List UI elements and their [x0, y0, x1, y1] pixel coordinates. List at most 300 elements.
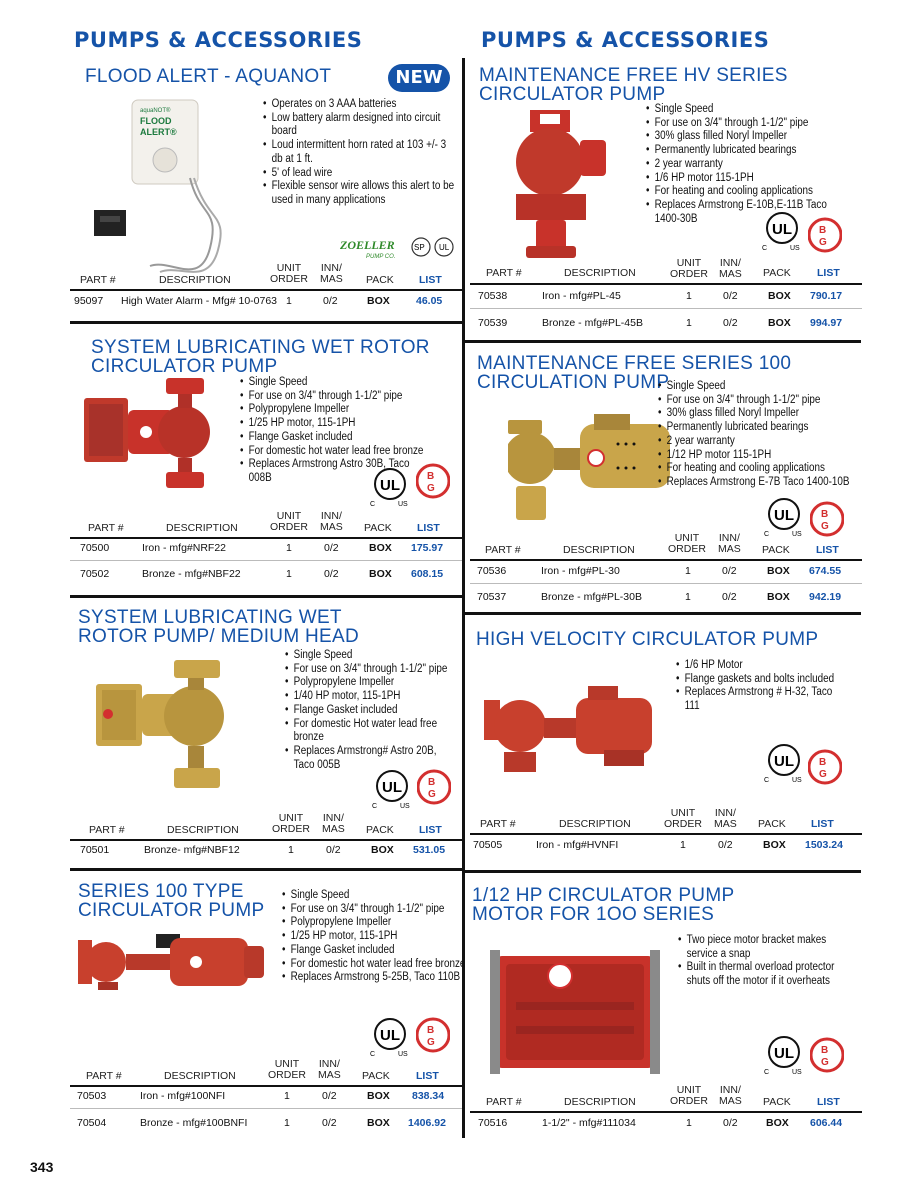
- inn-mas: 0/2: [723, 1117, 738, 1129]
- row-divider: [470, 308, 862, 309]
- feature-item-continued: 008B: [248, 471, 272, 484]
- inn-mas: 0/2: [718, 839, 733, 851]
- ul-listed-icon: [368, 1016, 414, 1060]
- ul-us-text: US: [792, 777, 802, 784]
- ul-text: UL: [774, 753, 794, 770]
- feature-item: • 1/40 HP motor, 115-1PH: [285, 690, 447, 704]
- feature-item: • For domestic Hot water lead free: [285, 718, 447, 732]
- feature-item: • For heating and cooling applications: [646, 185, 827, 199]
- feature-list: [678, 934, 860, 989]
- col-header-description: DESCRIPTION: [564, 1096, 636, 1108]
- ul-text: UL: [380, 477, 400, 494]
- list-price: 1406.92: [408, 1117, 446, 1129]
- table-row: [470, 1117, 862, 1131]
- col-header-unit-order: UNIT ORDER: [272, 812, 310, 835]
- feature-item: • Single Speed: [282, 889, 465, 903]
- part-number: 70516: [478, 1117, 508, 1129]
- feature-item: • Operates on 3 AAA batteries: [263, 98, 454, 112]
- bg-g-text: G: [819, 237, 827, 248]
- feature-item: • For domestic hot water lead free bronze: [240, 445, 423, 459]
- feature-item: • Single Speed: [658, 380, 849, 394]
- col-header-pack: PACK: [763, 1096, 791, 1108]
- description: Bronze - mfg#100BNFI: [140, 1117, 248, 1129]
- section-title: SYSTEM LUBRICATING WET ROTOR PUMP/ MEDIUM HEAD: [78, 607, 360, 647]
- pack: BOX: [767, 591, 790, 603]
- ul-text: UL: [774, 507, 794, 524]
- col-header-unit-order: UNIT ORDER: [270, 510, 308, 533]
- inn-mas: 0/2: [322, 1117, 337, 1129]
- feature-item: • 30% glass filled Noryl Impeller: [646, 130, 827, 144]
- col-header-description: DESCRIPTION: [563, 544, 635, 556]
- col-header-list: LIST: [817, 267, 840, 279]
- part-number: 70505: [473, 839, 503, 851]
- table-rule: [470, 559, 862, 561]
- pack: BOX: [371, 844, 394, 856]
- feature-item: • Single Speed: [646, 103, 827, 117]
- inn-mas: 0/2: [324, 542, 339, 554]
- section-divider: [465, 870, 861, 873]
- ul-text: UL: [772, 221, 792, 238]
- section-title: SERIES 100 TYPE CIRCULATOR PUMP: [78, 881, 265, 921]
- feature-item: • Polypropylene Impeller: [285, 676, 447, 690]
- unit-order: 1: [284, 1117, 290, 1129]
- feature-item: • 1/6 HP Motor: [676, 659, 834, 673]
- ul-small-icon: [433, 236, 455, 258]
- table-row: [70, 1090, 462, 1104]
- part-number: 70503: [77, 1090, 107, 1102]
- feature-item: • Two piece motor bracket makes: [678, 934, 834, 948]
- zoeller-logo-subtext: PUMP CO.: [366, 254, 396, 260]
- feature-item: • Permanently lubricated bearings: [646, 144, 827, 158]
- hv-series-pump-image: [510, 110, 630, 260]
- bell-gossett-logo-icon: [417, 766, 451, 808]
- bg-b-text: B: [819, 757, 827, 768]
- unit-order: 1: [284, 1090, 290, 1102]
- feature-item: • Built in thermal overload protector: [678, 961, 834, 975]
- feature-item: • 1/25 HP motor, 115-1PH: [282, 930, 465, 944]
- table-rule: [70, 537, 462, 539]
- feature-list: [676, 659, 860, 714]
- feature-item: • Flange Gasket included: [240, 431, 423, 445]
- table-rule: [470, 283, 862, 285]
- inn-mas: 0/2: [722, 591, 737, 603]
- bg-b-text: B: [427, 471, 435, 482]
- list-price: 46.05: [416, 295, 443, 307]
- bg-g-text: G: [427, 1037, 435, 1048]
- col-header-unit-order: UNIT ORDER: [268, 1058, 306, 1081]
- part-number: 70501: [80, 844, 110, 856]
- description: Iron - mfg#100NFI: [140, 1090, 226, 1102]
- description: Bronze - mfg#PL-45B: [542, 317, 643, 329]
- section-wet-rotor-pump: [70, 338, 462, 593]
- table-rule: [70, 289, 462, 291]
- description: Bronze- mfg#NBF12: [144, 844, 240, 856]
- medium-head-pump-image: [96, 660, 246, 800]
- table-row: [70, 1117, 462, 1131]
- bell-gossett-logo-icon: [416, 460, 450, 502]
- bg-b-text: B: [821, 509, 829, 520]
- col-header-part: PART #: [485, 544, 521, 556]
- row-divider: [470, 583, 862, 584]
- feature-item-continued: used in many applications: [271, 193, 386, 206]
- section-title: MAINTENANCE FREE HV SERIES CIRCULATOR PUMP: [479, 65, 788, 105]
- section-divider: [70, 321, 462, 324]
- table-rule: [470, 833, 862, 835]
- bg-b-text: B: [428, 777, 436, 788]
- table-row: [70, 295, 462, 309]
- table-header: [70, 1058, 462, 1084]
- section-circulator-motor: [470, 886, 862, 1142]
- col-header-description: DESCRIPTION: [564, 267, 636, 279]
- feature-item-continued: 1400-30B: [654, 212, 698, 225]
- feature-list: [282, 889, 495, 985]
- ul-c-text: C: [372, 803, 378, 810]
- col-header-inn-mas: INN/ MAS: [714, 807, 737, 830]
- feature-item: • Low battery alarm designed into circuit: [263, 112, 454, 126]
- col-header-description: DESCRIPTION: [159, 274, 231, 286]
- feature-item: • Replaces Armstrong E-7B Taco 1400-10B: [658, 476, 849, 490]
- bg-g-text: G: [819, 769, 827, 780]
- col-header-inn-mas: INN/ MAS: [318, 1058, 341, 1081]
- inn-mas: 0/2: [723, 317, 738, 329]
- new-badge: NEW: [388, 64, 450, 92]
- bg-g-text: G: [427, 483, 435, 494]
- feature-item: • 1/12 HP motor 115-1PH: [658, 449, 849, 463]
- feature-item: • 2 year warranty: [658, 435, 849, 449]
- description: Iron - mfg#PL-45: [542, 290, 621, 302]
- description: 1-1/2" - mfg#111034: [542, 1117, 636, 1129]
- table-header: [70, 812, 462, 838]
- unit-order: 1: [686, 1117, 692, 1129]
- col-header-description: DESCRIPTION: [166, 522, 238, 534]
- ul-listed-icon: [368, 466, 414, 510]
- section-divider: [465, 612, 861, 615]
- col-header-inn-mas: INN/ MAS: [320, 510, 343, 533]
- ul-us-text: US: [792, 531, 802, 538]
- table-row: [70, 568, 462, 582]
- col-header-pack: PACK: [364, 522, 392, 534]
- part-number: 70504: [77, 1117, 107, 1129]
- feature-item: • Replaces Armstrong 5-25B, Taco 110B: [282, 971, 465, 985]
- ul-text: UL: [774, 1045, 794, 1062]
- bg-b-text: B: [819, 225, 827, 236]
- feature-item: • For use on 3/4" through 1-1/2" pipe: [658, 394, 849, 408]
- bg-g-text: G: [821, 1057, 829, 1068]
- inn-mas: 0/2: [723, 290, 738, 302]
- bg-g-text: G: [428, 789, 436, 800]
- page-heading-left: PUMPS & ACCESSORIES: [74, 28, 363, 52]
- inn-mas: 0/2: [326, 844, 341, 856]
- bell-gossett-logo-icon: [808, 214, 842, 256]
- ul-us-text: US: [792, 1069, 802, 1076]
- col-header-pack: PACK: [762, 544, 790, 556]
- feature-item: • Flange gaskets and bolts included: [676, 673, 834, 687]
- table-header: [470, 258, 862, 284]
- col-header-unit-order: UNIT ORDER: [670, 1084, 708, 1107]
- ul-listed-icon: [760, 210, 806, 254]
- feature-item: • Polypropylene Impeller: [282, 916, 465, 930]
- feature-item: • Flange Gasket included: [282, 944, 465, 958]
- ul-text: UL: [382, 779, 402, 796]
- section-divider: [465, 340, 861, 343]
- circulator-motor-image: [490, 950, 660, 1074]
- table-rule: [470, 1111, 862, 1113]
- feature-item: • For heating and cooling applications: [658, 462, 849, 476]
- bell-gossett-logo-icon: [416, 1014, 450, 1056]
- feature-item-continued: 111: [684, 700, 700, 713]
- bg-b-text: B: [821, 1045, 829, 1056]
- section-title: MAINTENANCE FREE SERIES 100 CIRCULATION PUMP: [477, 353, 792, 393]
- feature-item: • Replaces Armstrong Astro 30B, Taco: [240, 458, 423, 472]
- product-label-line: ALERT®: [140, 127, 177, 137]
- table-rule: [70, 1085, 462, 1087]
- svg-text:UL: UL: [439, 243, 450, 252]
- unit-order: 1: [686, 317, 692, 329]
- part-number: 70538: [478, 290, 508, 302]
- feature-item: • Polypropylene Impeller: [240, 403, 423, 417]
- col-header-pack: PACK: [366, 824, 394, 836]
- feature-item: • Replaces Armstrong# Astro 20B,: [285, 745, 447, 759]
- page-number: 343: [30, 1159, 54, 1175]
- col-header-part: PART #: [480, 818, 516, 830]
- col-header-part: PART #: [80, 274, 116, 286]
- inn-mas: 0/2: [722, 565, 737, 577]
- feature-item-continued: board: [271, 125, 297, 138]
- table-header: [470, 1084, 862, 1110]
- feature-item: • 2 year warranty: [646, 158, 827, 172]
- col-header-inn-mas: INN/ MAS: [320, 262, 343, 285]
- ul-text: UL: [380, 1027, 400, 1044]
- pack: BOX: [767, 565, 790, 577]
- table-row: [470, 565, 862, 579]
- inn-mas: 0/2: [322, 1090, 337, 1102]
- table-row: [470, 317, 862, 331]
- ul-c-text: C: [764, 531, 770, 538]
- table-row: [470, 290, 862, 304]
- feature-item: • For use on 3/4" through 1-1/2" pipe: [240, 390, 423, 404]
- table-header: [470, 532, 862, 558]
- section-series-100-pump: [70, 881, 466, 1142]
- col-header-part: PART #: [88, 522, 124, 534]
- feature-item: • Single Speed: [240, 376, 423, 390]
- feature-item: • Flange Gasket included: [285, 704, 447, 718]
- feature-list: [658, 380, 881, 490]
- table-header: [70, 510, 462, 536]
- section-hv-series-pump: [470, 66, 862, 338]
- part-number: 70502: [80, 568, 110, 580]
- col-header-description: DESCRIPTION: [167, 824, 239, 836]
- feature-item-continued: service a snap: [686, 947, 751, 960]
- feature-item: • Single Speed: [285, 649, 447, 663]
- zoeller-logo: [338, 236, 408, 262]
- unit-order: 1: [686, 290, 692, 302]
- feature-item: • For domestic hot water lead free bronze: [282, 958, 465, 972]
- ul-us-text: US: [400, 803, 410, 810]
- list-price: 994.97: [810, 317, 843, 329]
- feature-item: • 1/25 HP motor, 115-1PH: [240, 417, 423, 431]
- ul-listed-icon: [762, 1034, 808, 1078]
- list-price: 175.97: [411, 542, 444, 554]
- col-header-inn-mas: INN/ MAS: [718, 532, 741, 555]
- unit-order: 1: [286, 295, 292, 307]
- pack: BOX: [367, 1090, 390, 1102]
- col-header-unit-order: UNIT ORDER: [670, 257, 708, 280]
- ul-us-text: US: [398, 501, 408, 508]
- col-header-list: LIST: [417, 522, 440, 534]
- section-title: HIGH VELOCITY CIRCULATOR PUMP: [476, 629, 819, 650]
- col-header-description: DESCRIPTION: [164, 1070, 236, 1082]
- col-header-description: DESCRIPTION: [559, 818, 631, 830]
- ul-c-text: C: [370, 1051, 376, 1058]
- col-header-unit-order: UNIT ORDER: [668, 532, 706, 555]
- description: Iron - mfg#PL-30: [541, 565, 620, 577]
- section-divider: [70, 595, 462, 598]
- table-row: [470, 591, 862, 605]
- section-medium-head-pump: [70, 608, 462, 866]
- row-divider: [70, 1108, 462, 1109]
- description: High Water Alarm - Mfg# 10-0763: [121, 295, 278, 307]
- description: Bronze - mfg#PL-30B: [541, 591, 642, 603]
- csa-logo-icon: [410, 236, 432, 258]
- series-100-pump-image: [78, 932, 268, 992]
- feature-list: [646, 103, 856, 226]
- feature-item-continued: shuts off the motor if it overheats: [686, 975, 830, 988]
- inn-mas: 0/2: [324, 568, 339, 580]
- col-header-part: PART #: [86, 1070, 122, 1082]
- col-header-list: LIST: [419, 824, 442, 836]
- ul-c-text: C: [764, 777, 770, 784]
- table-header: [70, 262, 462, 288]
- table-row: [70, 542, 462, 556]
- part-number: 70539: [478, 317, 508, 329]
- section-title: FLOOD ALERT - AQUANOT: [85, 66, 332, 87]
- feature-item: • For use on 3/4" through 1-1/2" pipe: [282, 903, 465, 917]
- list-price: 790.17: [810, 290, 843, 302]
- feature-item: • Replaces Armstrong # H-32, Taco: [676, 686, 834, 700]
- section-title: 1/12 HP CIRCULATOR PUMP MOTOR FOR 1OO SERIES: [472, 885, 735, 925]
- ul-c-text: C: [764, 1069, 770, 1076]
- unit-order: 1: [685, 591, 691, 603]
- table-row: [470, 839, 862, 853]
- pack: BOX: [768, 290, 791, 302]
- feature-item: • For use on 3/4" through 1-1/2" pipe: [646, 117, 827, 131]
- pack: BOX: [766, 1117, 789, 1129]
- table-header: [470, 808, 862, 834]
- description: Iron - mfg#NRF22: [142, 542, 227, 554]
- bg-g-text: G: [821, 521, 829, 532]
- col-header-unit-order: UNIT ORDER: [664, 807, 702, 830]
- col-header-inn-mas: INN/ MAS: [719, 257, 742, 280]
- inn-mas: 0/2: [323, 295, 338, 307]
- list-price: 1503.24: [805, 839, 843, 851]
- ul-listed-icon: [762, 742, 808, 786]
- col-header-pack: PACK: [366, 274, 394, 286]
- feature-list: [285, 649, 474, 772]
- part-number: 95097: [74, 295, 104, 307]
- part-number: 70536: [477, 565, 507, 577]
- section-divider: [70, 868, 462, 871]
- feature-item: • 1/6 HP motor 115-1PH: [646, 172, 827, 186]
- section-high-velocity-pump: [470, 630, 862, 868]
- svg-text:SP: SP: [414, 243, 425, 252]
- part-number: 70500: [80, 542, 110, 554]
- ul-c-text: C: [370, 501, 376, 508]
- col-header-list: LIST: [416, 1070, 439, 1082]
- pack: BOX: [369, 542, 392, 554]
- pack: BOX: [768, 317, 791, 329]
- col-header-pack: PACK: [362, 1070, 390, 1082]
- feature-item-continued: bronze: [293, 731, 324, 744]
- list-price: 531.05: [413, 844, 446, 856]
- pack: BOX: [763, 839, 786, 851]
- feature-item: • Loud intermittent horn rated at 103 +/- 3: [263, 139, 454, 153]
- col-header-unit-order: UNIT ORDER: [270, 262, 308, 285]
- feature-item: • 5' of lead wire: [263, 167, 454, 181]
- feature-item: • 30% glass filled Noryl Impeller: [658, 407, 849, 421]
- feature-item: • Permanently lubricated bearings: [658, 421, 849, 435]
- list-price: 674.55: [809, 565, 842, 577]
- ul-us-text: US: [790, 245, 800, 252]
- unit-order: 1: [680, 839, 686, 851]
- unit-order: 1: [286, 542, 292, 554]
- wet-rotor-pump-image: [84, 378, 234, 498]
- list-price: 942.19: [809, 591, 842, 603]
- ul-us-text: US: [398, 1051, 408, 1058]
- col-header-part: PART #: [89, 824, 125, 836]
- unit-order: 1: [286, 568, 292, 580]
- col-header-list: LIST: [811, 818, 834, 830]
- part-number: 70537: [477, 591, 507, 603]
- feature-item-continued: db at 1 ft.: [271, 152, 313, 165]
- feature-item: • For use on 3/4" through 1-1/2" pipe: [285, 663, 447, 677]
- col-header-list: LIST: [817, 1096, 840, 1108]
- high-velocity-pump-image: [484, 686, 664, 776]
- section-title: SYSTEM LUBRICATING WET ROTOR CIRCULATOR PUMP: [91, 337, 430, 377]
- product-label-line: FLOOD: [140, 116, 172, 126]
- feature-list: [263, 98, 485, 208]
- flood-alert-product-image: [90, 98, 260, 278]
- col-header-pack: PACK: [758, 818, 786, 830]
- section-flood-alert: [70, 64, 462, 319]
- description: Iron - mfg#HVNFI: [536, 839, 619, 851]
- col-header-part: PART #: [486, 267, 522, 279]
- list-price: 838.34: [412, 1090, 445, 1102]
- pack: BOX: [367, 295, 390, 307]
- ul-c-text: C: [762, 245, 768, 252]
- col-header-pack: PACK: [763, 267, 791, 279]
- feature-item: • Replaces Armstrong E-10B,E-11B Taco: [646, 199, 827, 213]
- col-header-list: LIST: [816, 544, 839, 556]
- bell-gossett-logo-icon: [810, 1034, 844, 1076]
- col-header-inn-mas: INN/ MAS: [719, 1084, 742, 1107]
- col-header-part: PART #: [486, 1096, 522, 1108]
- unit-order: 1: [685, 565, 691, 577]
- pack: BOX: [367, 1117, 390, 1129]
- col-header-list: LIST: [419, 274, 442, 286]
- feature-item: • Flexible sensor wire allows this alert to be: [263, 180, 454, 194]
- bg-b-text: B: [427, 1025, 435, 1036]
- table-row: [70, 844, 462, 858]
- feature-item-continued: Taco 005B: [293, 758, 341, 771]
- unit-order: 1: [288, 844, 294, 856]
- col-header-inn-mas: INN/ MAS: [322, 812, 345, 835]
- row-divider: [70, 560, 462, 561]
- table-rule: [70, 839, 462, 841]
- product-label-line: aquaNOT®: [140, 108, 171, 114]
- list-price: 606.44: [810, 1117, 843, 1129]
- ul-listed-icon: [370, 768, 416, 812]
- zoeller-logo-text: ZOELLER: [340, 238, 395, 252]
